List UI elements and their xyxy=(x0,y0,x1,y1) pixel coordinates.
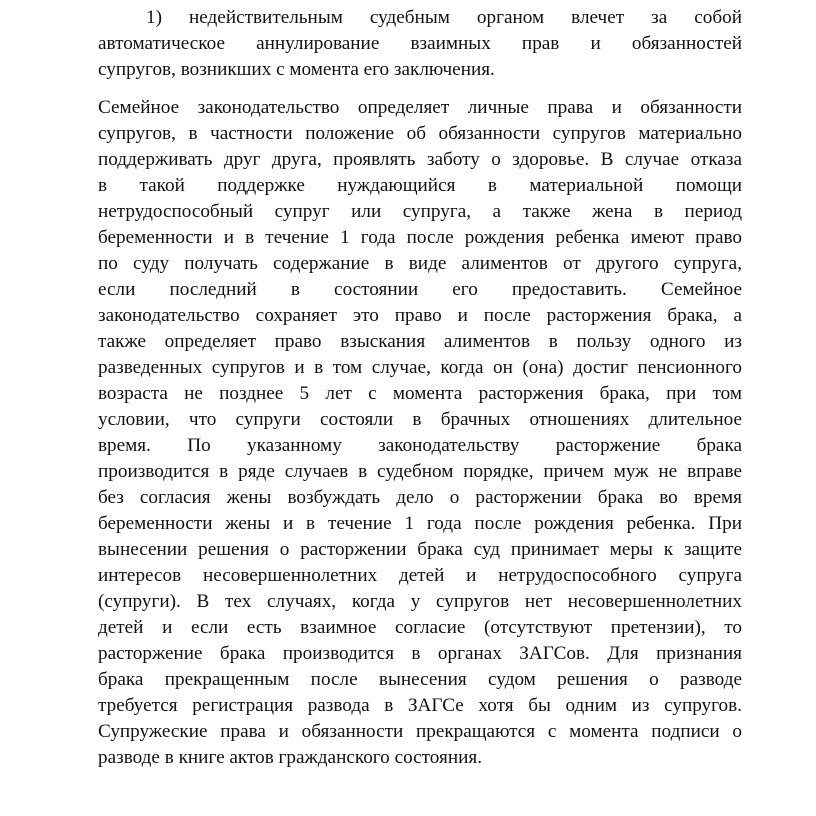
text-line: поддерживать друг друга, проявлять заботу о здоровье. В случае отказа xyxy=(98,149,742,170)
text-line: расторжение брака производится в органах ЗАГСов. Для признания xyxy=(98,643,742,664)
paragraph-1 xyxy=(98,5,742,83)
text-line: если последний в состоянии его предоставить. Семейное xyxy=(98,279,742,300)
text-line: законодательство сохраняет это право и после расторжения брака, а xyxy=(98,305,742,326)
text-line: время. По указанному законодательству расторжение брака xyxy=(98,435,742,456)
text-line: Семейное законодательство определяет личные права и обязанности xyxy=(98,97,742,118)
text-line: разводе в книге актов гражданского состояния. xyxy=(98,747,483,768)
text-line: беременности жены и в течение 1 года после рождения ребенка. При xyxy=(98,513,742,534)
text-line: беременности и в течение 1 года после рождения ребенка имеют право xyxy=(98,227,742,248)
text-line: детей и если есть взаимное согласие (отсутствуют претензии), то xyxy=(98,617,742,638)
text-line: интересов несовершеннолетних детей и нетрудоспособного супруга xyxy=(98,565,742,586)
text-line: вынесении решения о расторжении брака суд принимает меры к защите xyxy=(98,539,742,560)
text-line: производится в ряде случаев в судебном порядке, причем муж не вправе xyxy=(98,461,742,482)
text-line: без согласия жены возбуждать дело о расторжении брака во время xyxy=(98,487,742,508)
text-line: также определяет право взыскания алиментов в пользу одного из xyxy=(98,331,742,352)
text-line: Супружеские права и обязанности прекращаются с момента подписи о xyxy=(98,721,742,742)
text-line: нетрудоспособный супруг или супруга, а также жена в период xyxy=(98,201,742,222)
text-line: автоматическое аннулирование взаимных прав и обязанностей xyxy=(98,33,742,54)
text-line: супругов, в частности положение об обязанности супругов материально xyxy=(98,123,742,144)
text-line: возраста не позднее 5 лет с момента расторжения брака, при том xyxy=(98,383,742,404)
text-line: разведенных супругов и в том случае, когда он (она) достиг пенсионного xyxy=(98,357,742,378)
text-line: 1) недействительным судебным органом влечет за собой xyxy=(146,7,742,28)
text-line: (супруги). В тех случаях, когда у супругов нет несовершеннолетних xyxy=(98,591,742,612)
text-line: в такой поддержке нуждающийся в материальной помощи xyxy=(98,175,742,196)
text-line: условии, что супруги состояли в брачных отношениях длительное xyxy=(98,409,742,430)
text-line: по суду получать содержание в виде алиментов от другого супруга, xyxy=(98,253,742,274)
text-line: брака прекращенным после вынесения судом решения о разводе xyxy=(98,669,742,690)
text-line: требуется регистрация развода в ЗАГСе хотя бы одним из супругов. xyxy=(98,695,742,716)
paragraph-2 xyxy=(98,95,742,771)
text-line: супругов, возникших с момента его заключения. xyxy=(98,59,495,80)
